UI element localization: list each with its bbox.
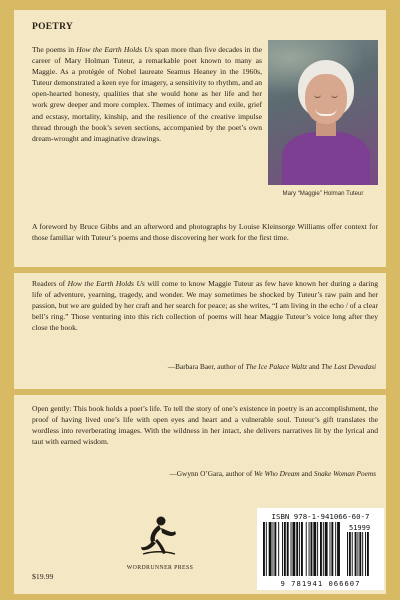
blurb-1-text [32,278,378,333]
isbn-barcode [257,508,384,590]
italic-title: How the Earth Holds Us [67,279,145,288]
isbn-addon: 51999 [349,524,371,532]
italic-title: Snake Woman Poems [313,469,376,478]
price-label: $19.99 [32,572,54,581]
section-divider [14,267,386,273]
text-run: —Gwynn O’Gara, author of [169,469,254,478]
italic-title: The Ice Palace Waltz [245,362,308,371]
blurb-2-attribution [169,469,376,478]
text-run: Readers of [32,279,68,288]
text-run: span more than five decades in the career of Mary Holman Tuteur, a remarkable poet known to many as Maggie. As a protégée of Nobel laureate Seamus Heaney in the 1960s, Tuteur demonstrated a keen eye for imagery, a sensitivity to rhythm, and an open-hearted honesty, qualities that she would hone as her life and her work grew deeper and more complex. Themes of intimacy and exile, grief and ecstasy, mortality, kinship, and the resilience of the creative impulse thread through the book’s seven sections, accompanied by the poet’s own dream-wrought and imaginative drawings. [32,45,262,143]
blurb-1-attribution [168,362,376,371]
text-run: and [307,362,322,371]
text-run: and [299,469,314,478]
barcode-bars [261,522,380,578]
blurb-2-text [32,403,378,447]
ean-digits: 9 781941 066607 [280,579,361,588]
author-photo [268,40,378,185]
text-run: The poems in [32,45,77,54]
isbn-label: ISBN 978-1-941066-60-7 [271,512,370,521]
section-divider [14,389,386,395]
text-run: —Barbara Baer, author of [167,362,246,371]
intro-paragraph-continued: A foreword by Bruce Gibbs and an afterword and photographs by Louise Kleinsorge Williams offer context for those familiar with Tuteur’s poems and those discovering her work for the first time. [32,222,378,243]
content-panel [14,10,386,594]
photo-caption: Mary “Maggie” Holman Tuteur [282,190,364,197]
italic-title: The Last Devadasi [321,362,376,371]
section-heading: POETRY [32,22,74,32]
publisher-logo-icon [139,514,179,558]
italic-title: How the Earth Holds Us [76,45,153,54]
text-run: will come to know Maggie Tuteur as few have known her during a daring life of adventure, yearning, tragedy, and wonder. We may sometimes be shocked by Tuteur’s raw pain and her passion, but we are guided by her craft and her search for peace; as she writes, “I am living in the echo / of a clear bell’s ring.” Those venturing into this rich collection of poems will hear Maggie Tuteur’s voice long after they close the book. [32,279,379,333]
italic-title: We Who Dream [253,469,300,478]
text-run: Open gently: This book holds a poet’s life. To tell the story of one’s existence in poetry is an accomplishment, the proof of having lived one’s life with open eyes and heart and a vulnerable soul. Tuteur’s gift translates the wordless into reverberating images. With the wildness in her intact, she delivers narratives lit by the lyrical and taut with earned wisdom. [32,404,378,447]
publisher-name: WORDRUNNER PRESS [126,565,194,571]
intro-paragraph [32,44,262,144]
